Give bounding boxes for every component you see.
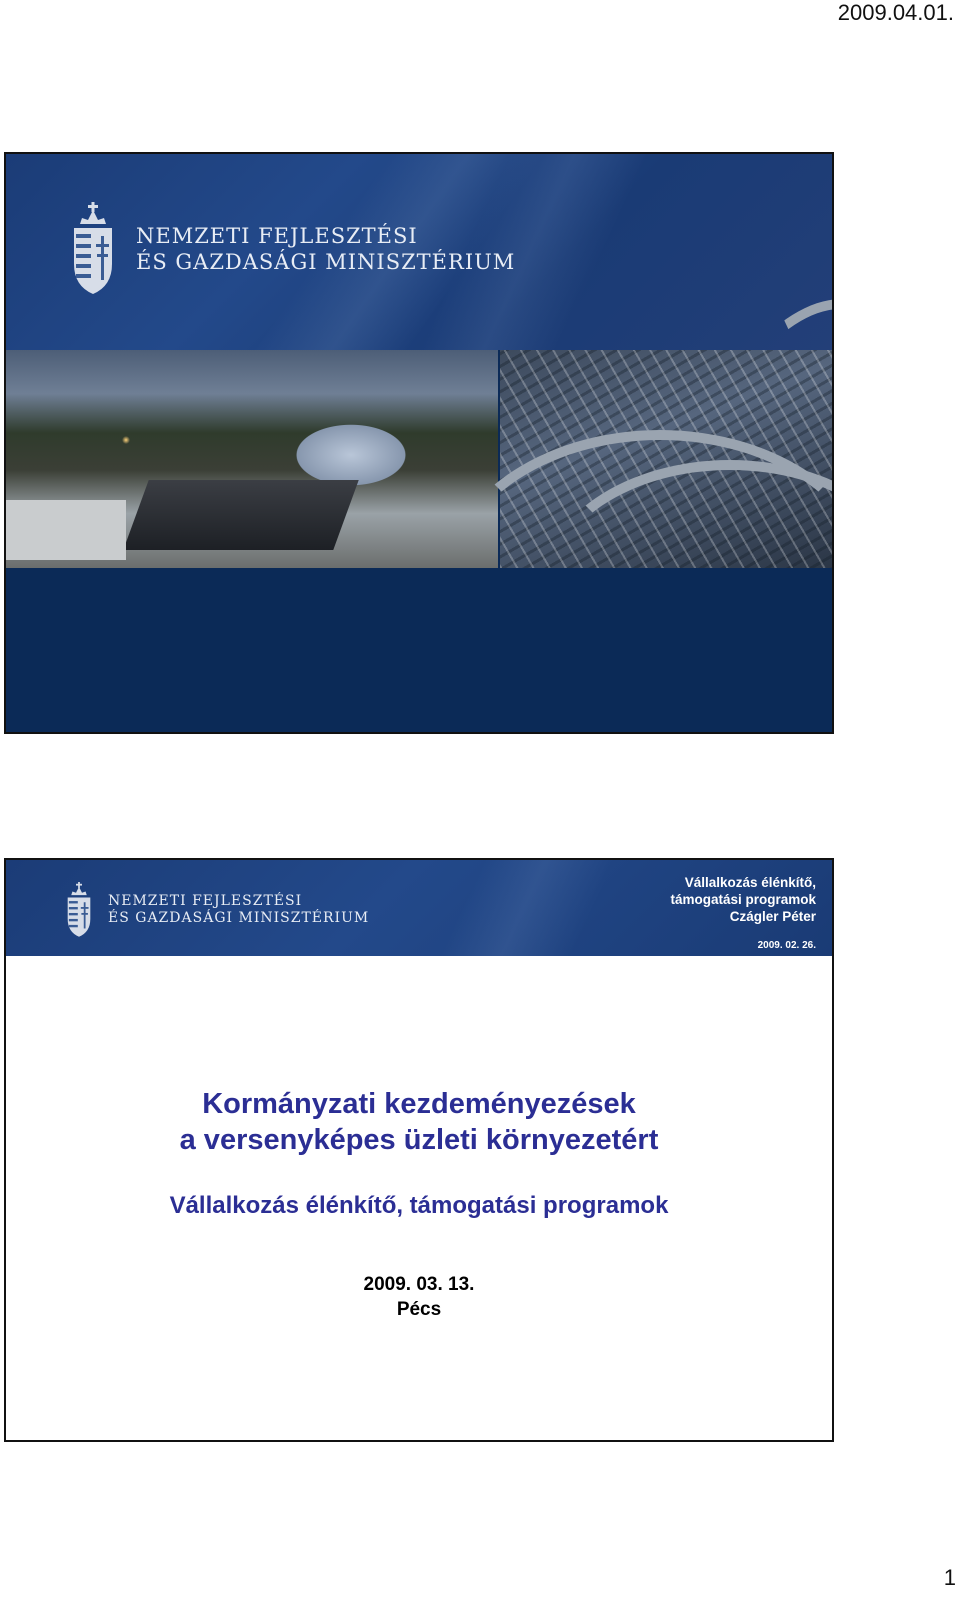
- coat-of-arms-icon: [68, 202, 118, 296]
- title-line2: a versenyképes üzleti környezetért: [179, 1124, 659, 1156]
- event-date: 2009. 03. 13.: [363, 1274, 475, 1295]
- header-line2: támogatási programok: [670, 892, 816, 907]
- highway-interchange-photo: [500, 350, 834, 568]
- title-line1: Kormányzati kezdeményezések: [202, 1088, 636, 1120]
- ministry-name-line1-small: NEMZETI FEJLESZTÉSI: [108, 892, 303, 909]
- page-number: 1: [943, 1565, 956, 1590]
- slide-subtitle: Vállalkozás élénkítő, támogatási programok: [169, 1192, 669, 1219]
- header-date: 2009. 02. 26.: [757, 940, 816, 951]
- slide1-banner: [6, 154, 832, 350]
- slide2-header: [6, 860, 832, 956]
- ministry-logo: [68, 202, 515, 296]
- content-slide: [4, 858, 834, 1442]
- title-slide-image: [4, 152, 834, 734]
- ministry-name-line1: NEMZETI FEJLESZTÉSI: [136, 223, 418, 248]
- header-author: Czágler Péter: [729, 909, 816, 924]
- photo-strip: [6, 350, 832, 568]
- page-header-date: 2009.04.01.: [837, 0, 954, 25]
- slide-title: [6, 1086, 832, 1158]
- city-night-photo: [6, 350, 498, 568]
- slide1-bottom-band: [6, 568, 832, 734]
- event-info: [6, 1272, 832, 1322]
- header-line1: Vállalkozás élénkítő,: [684, 875, 816, 890]
- ministry-name-line2: ÉS GAZDASÁGI MINISZTÉRIUM: [136, 250, 516, 274]
- event-place: Pécs: [396, 1299, 442, 1320]
- ministry-logo-small: [62, 882, 369, 938]
- coat-of-arms-icon: [62, 882, 96, 938]
- ministry-name-line2-small: ÉS GAZDASÁGI MINISZTÉRIUM: [108, 910, 370, 926]
- slide2-header-info: [670, 874, 816, 954]
